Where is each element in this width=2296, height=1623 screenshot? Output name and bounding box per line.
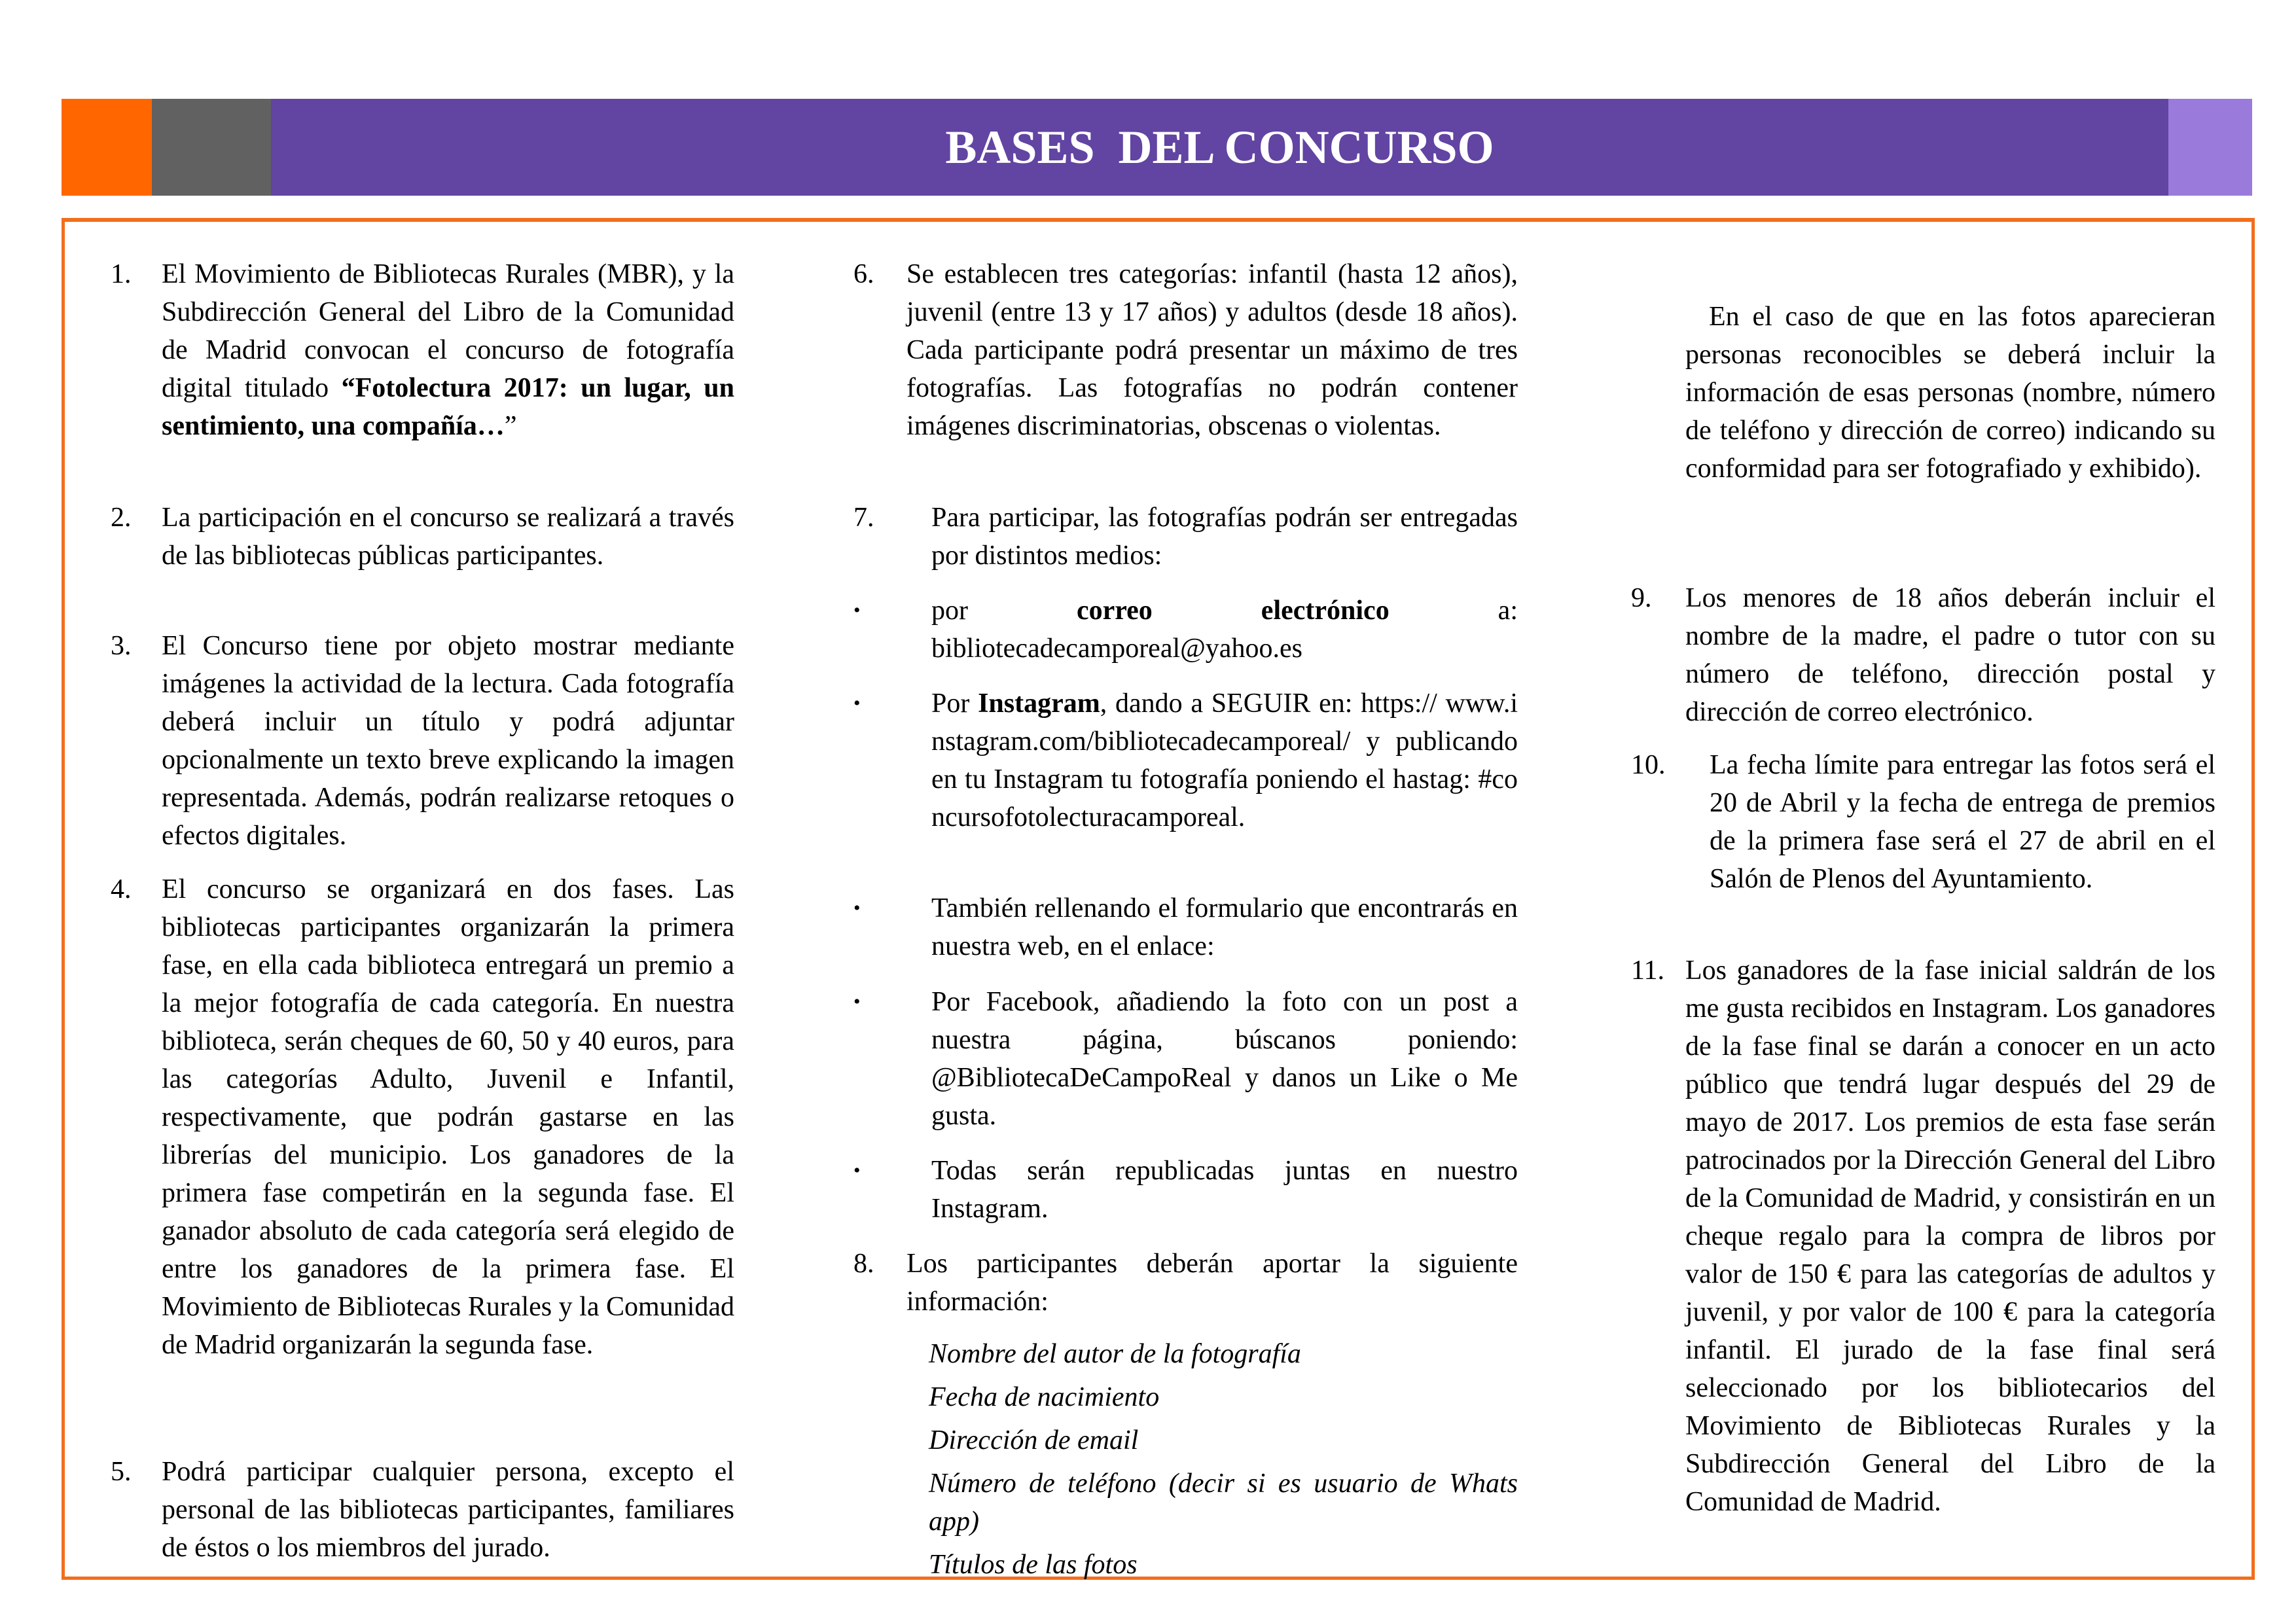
closing-quote: ” [504, 411, 517, 441]
bullet-icon: • [853, 599, 861, 621]
delivery-text: Por Facebook, añadiendo la foto con un post a nuestra página, búscanos poniendo: @BibliotecaDeCampoReal y danos un Like o Me gusta. [931, 987, 1518, 1131]
rule-number: 4. [111, 874, 132, 904]
delivery-text: También rellenando el formulario que encontrarás en nuestra web, en el enlace: [931, 893, 1518, 961]
rule-text: Los menores de 18 años deberán incluir el nombre de la madre, el padre o tutor con su número de teléfono, dirección postal y dirección de correo electrónico. [1685, 583, 2215, 727]
rule-text: Los participantes deberán aportar la siguiente información: [906, 1249, 1518, 1317]
bold-text: correo [1076, 596, 1153, 626]
rule-1-intro: El Movimiento de Bibliotecas Rurales (MBR), y la Subdirección General del Libro de la Comunidad de Madrid convocan el concurso de fotografía digital titulado [162, 259, 734, 403]
bullet-icon: • [853, 1160, 861, 1181]
header-light-purple-block [2168, 99, 2252, 196]
text-part: Por [931, 688, 978, 719]
identifiable-persons-note: En el caso de que en las fotos aparecieran personas reconocibles se deberá incluir la información de esas personas (nombre, número de teléfono y dirección de correo) indicando su conformidad para ser fotografiado y exhibido). [1685, 302, 2215, 484]
rule-text: Podrá participar cualquier persona, excepto el personal de las bibliotecas participantes, familiares de éstos o los miembros del jurado. [162, 1457, 734, 1563]
rule-number: 5. [111, 1457, 132, 1487]
delivery-text [931, 685, 1518, 836]
contest-title: “Fotolectura 2017: un lugar, un sentimiento, una compañía… [162, 373, 734, 441]
required-info-item: Títulos de las fotos [929, 1550, 1138, 1580]
rule-number: 1. [111, 259, 132, 289]
page-title: BASES DEL CONCURSO [945, 120, 1494, 173]
rule-text: La participación en el concurso se realizará a través de las bibliotecas públicas participantes. [162, 503, 734, 571]
bold-text: electrónico [1261, 596, 1390, 626]
bullet-icon: • [853, 692, 861, 714]
email-address[interactable]: a: bibliotecadecamporeal@yahoo.es [931, 596, 1518, 664]
menu-button[interactable] [152, 99, 271, 196]
required-info-item: Nombre del autor de la fotografía [929, 1339, 1301, 1369]
rule-text: El concurso se organizará en dos fases. Las bibliotecas participantes organizarán la primera fase, en ella cada biblioteca entregará un premio a la mejor fotografía de cada categoría. En nuestra biblioteca, serán cheques de 60, 50 y 40 euros, para las categorías Adulto, Juvenil e Infantil, respectivamente, que podrán gastarse en las librerías del municipio. Los ganadores de la primera fase competirán en la segunda fase. El ganador absoluto de cada categoría será elegido de entre los ganadores de la primera fase. El Movimiento de Bibliotecas Rurales y la Comunidad de Madrid organizarán la segunda fase. [162, 874, 734, 1360]
instagram-link-text[interactable]: , dando a SEGUIR en: https:// www.instagram.com/bibliotecadecamporeal/ y publicando en tu Instagram tu fotografía poniendo el hastag: #concursofotolecturacamporeal. [931, 688, 1518, 832]
rule-text: El Concurso tiene por objeto mostrar mediante imágenes la actividad de la lectura. Cada fotografía deberá incluir un título y podrá adjuntar opcionalmente un texto breve explicando la imagen representada. Además, podrán realizarse retoques o efectos digitales. [162, 631, 734, 851]
text-part [1153, 596, 1261, 626]
rule-number: 11. [1631, 955, 1664, 986]
text-part: por [931, 596, 1077, 626]
rule-text [162, 255, 734, 445]
bold-text: Instagram [978, 688, 1100, 719]
bullet-icon: • [853, 991, 861, 1012]
phone-info-text: Número de teléfono (decir si es usuario de Whats app) [929, 1469, 1518, 1537]
required-info-item: Fecha de nacimiento [929, 1382, 1160, 1412]
rule-text: Para participar, las fotografías podrán ser entregadas por distintos medios: [931, 503, 1518, 571]
rule-number: 6. [853, 259, 874, 289]
rule-text: La fecha límite para entregar las fotos será el 20 de Abril y la fecha de entrega de premios de la primera fase será el 27 de abril en el Salón de Plenos del Ayuntamiento. [1710, 750, 2215, 894]
required-info-item [929, 1465, 1518, 1541]
delivery-text [931, 592, 1518, 668]
bullet-icon: • [853, 897, 861, 919]
rule-number: 8. [853, 1249, 874, 1279]
rule-number: 2. [111, 503, 132, 533]
rule-number: 10. [1631, 750, 1666, 780]
rule-number: 7. [853, 503, 874, 533]
rule-text: Se establecen tres categorías: infantil (hasta 12 años), juvenil (entre 13 y 17 años) y adultos (desde 18 años). Cada participante podrá presentar un máximo de tres fotografías. Las fotografías no podrán contener imágenes discriminatorias, obscenas o violentas. [906, 259, 1518, 441]
required-info-item: Dirección de email [929, 1425, 1139, 1455]
rule-text: Los ganadores de la fase inicial saldrán de los me gusta recibidos en Instagram. Los ganadores de la fase final se darán a conocer en un acto público que tendrá lugar después del 29 de mayo de 2017. Los premios de esta fase serán patrocinados por la Dirección General del Libro de la Comunidad de Madrid, y consistirán en un cheque regalo para la compra de libros por valor de 150 € para las categorías de adultos y juvenil, y por valor de 100 € para la categoría infantil. El jurado de la fase final será seleccionado por los bibliotecarios del Movimiento de Bibliotecas Rurales y la Subdirección General del Libro de la Comunidad de Madrid. [1685, 955, 2215, 1517]
delivery-text: Todas serán republicadas juntas en nuestro Instagram. [931, 1156, 1518, 1224]
rule-number: 9. [1631, 583, 1652, 613]
header-banner [62, 99, 2252, 196]
rule-number: 3. [111, 631, 132, 661]
header-orange-block [62, 99, 152, 196]
